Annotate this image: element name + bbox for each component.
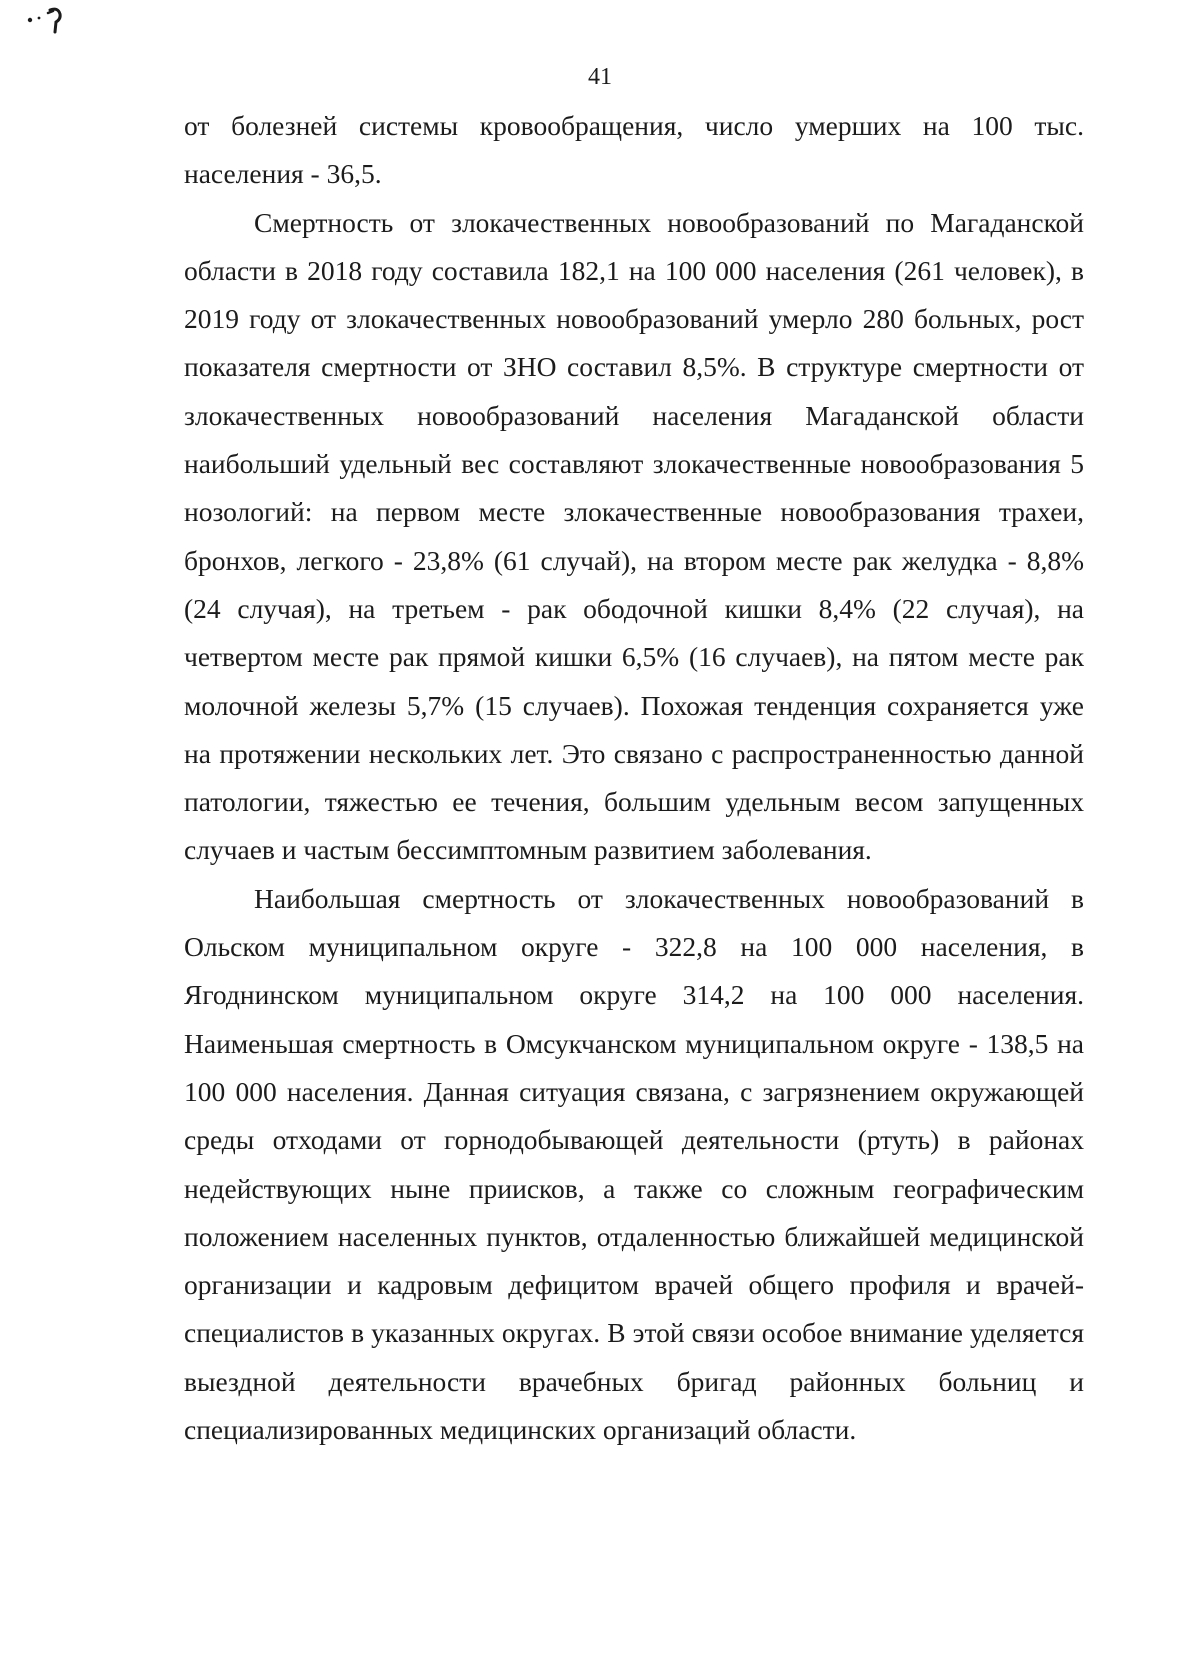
page-number: 41 xyxy=(588,64,612,90)
body-text xyxy=(184,102,1084,1454)
paragraph-continuation: от болезней системы кровообращения, число умерших на 100 тыс. населения - 36,5. xyxy=(184,110,1084,190)
paragraph-regional-mortality: Наибольшая смертность от злокачественных новообразований в Ольском муниципальном округе - 322,8 на 100 000 населения, в Ягоднинском муниципальном округе 314,2 на 100 000 населения. Наименьшая смертность в Омсукчанском муниципальном округе - 138,5 на 100 000 населения. Данная ситуация связана, с загрязнением окружающей среды отходами от горнодобывающей деятельности (ртуть) в районах недействующих ныне приисков, а также со сложным географическим положением населенных пунктов, отдаленностью ближайшей медицинской организации и кадровым дефицитом врачей общего профиля и врачей-специалистов в указанных округах. В этой связи особое внимание уделяется выездной деятельности врачебных бригад районных больниц и специализированных медицинских организаций области. xyxy=(184,882,1084,1446)
scan-artifact-mark xyxy=(22,4,72,38)
paragraph-mortality-structure: Смертность от злокачественных новообразований по Магаданской области в 2018 году составила 182,1 на 100 000 населения (261 человек), в 2019 году от злокачественных новообразований умерло 280 больных, рост показателя смертности от ЗНО составил 8,5%. В структуре смертности от злокачественных новообразований населения Магаданской области наибольший удельный вес составляют злокачественные новообразования 5 нозологий: на первом месте злокачественные новообразования трахеи, бронхов, легкого - 23,8% (61 случай), на втором месте рак желудка - 8,8% (24 случая), на третьем - рак ободочной кишки 8,4% (22 случая), на четвертом месте рак прямой кишки 6,5% (16 случаев), на пятом месте рак молочной железы 5,7% (15 случаев). Похожая тенденция сохраняется уже на протяжении нескольких лет. Это связано с распространенностью данной патологии, тяжестью ее течения, большим удельным весом запущенных случаев и частым бессимптомным развитием заболевания. xyxy=(184,206,1084,866)
